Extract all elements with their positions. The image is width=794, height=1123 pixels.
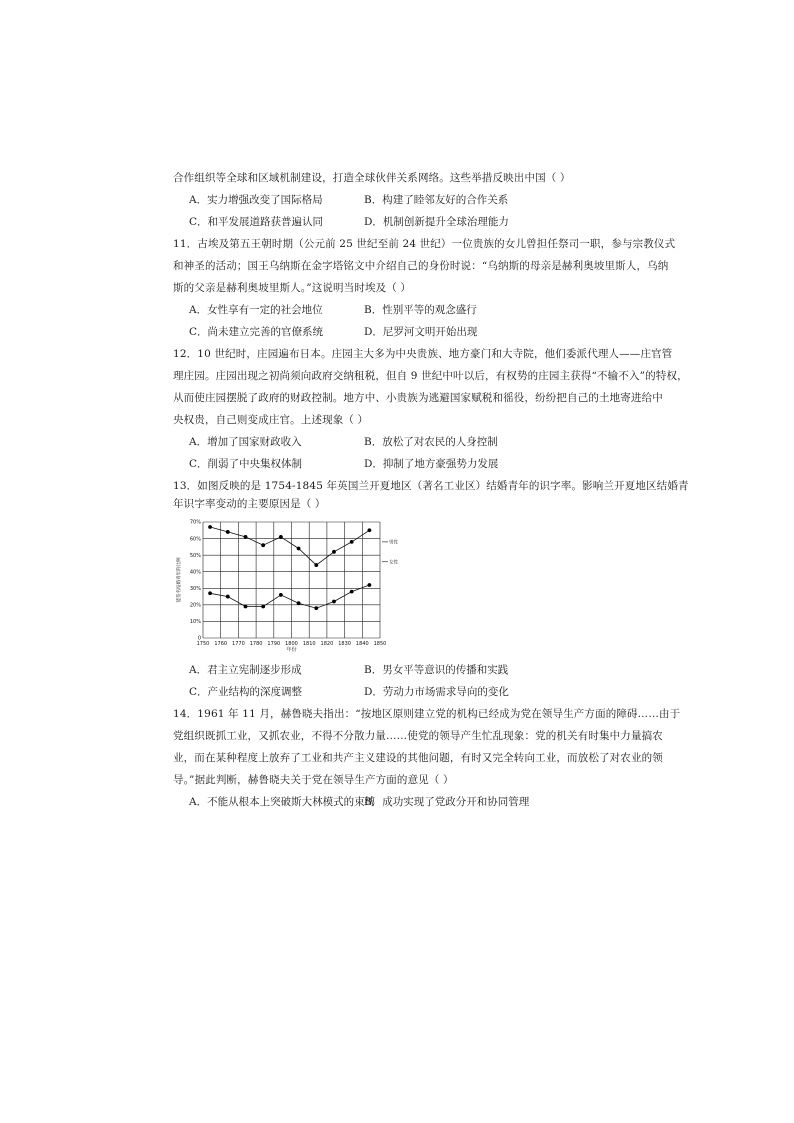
q12-stem-line-1: 12．10 世纪时，庄园遍布日本。庄园主大多为中央贵族、地方豪门和大寺院，他们委派代理人——庄官管 (173, 348, 673, 360)
legend-label: 男性 (389, 540, 398, 546)
y-tick-label: 10% (189, 619, 201, 626)
y-tick-label: 0 (197, 635, 201, 642)
q11-option-d[interactable]: D．尼罗河文明开始出现 (364, 326, 478, 338)
q13-stem-line-1: 13．如图反映的是 1754-1845 年英国兰开夏地区（著名工业区）结婚青年的识字率。影响兰开夏地区结婚青 (173, 480, 689, 492)
data-point (226, 530, 230, 534)
data-point (314, 606, 318, 610)
data-point (367, 583, 371, 587)
x-tick-label: 1840 (355, 641, 369, 647)
y-tick-label: 30% (189, 585, 201, 592)
q14-stem-line-2: 党组织既抓工业，又抓农业，不得不分散力量……使党的领导产生忙乱现象：党的机关有时集中力量搞农 (173, 730, 663, 742)
q13-option-c[interactable]: C．产业结构的深度调整 (189, 686, 303, 698)
x-tick-label: 1780 (249, 641, 263, 647)
data-point (367, 528, 371, 532)
data-point (279, 535, 283, 539)
q12-option-a[interactable]: A．增加了国家财政收入 (189, 436, 302, 448)
q13-option-b[interactable]: B．男女平等意识的传播和实践 (364, 664, 509, 676)
y-tick-label: 20% (189, 602, 201, 609)
q14-stem-line-1: 14．1961 年 11 月，赫鲁晓夫指出：“按地区原则建立党的机构已经成为党在领导生产方面的障碍……由于 (173, 708, 681, 720)
x-tick-label: 1810 (302, 641, 316, 647)
q14-option-b[interactable]: B．成功实现了党政分开和协同管理 (364, 796, 530, 808)
q11-option-a[interactable]: A．女性享有一定的社会地位 (189, 304, 323, 316)
q10-option-d[interactable]: D．机制创新提升全球治理能力 (364, 216, 509, 228)
data-point (350, 590, 354, 594)
q12-stem-line-2: 理庄园。庄园出现之初尚须向政府交纳租税，但自 9 世纪中叶以后，有权势的庄园主获得“不输不入”的特权， (173, 370, 688, 382)
data-point (350, 540, 354, 544)
q11-stem-line-3: 斯的父亲是赫利奥坡里斯人。”这说明当时埃及（ ） (173, 282, 412, 294)
data-point (261, 543, 265, 547)
data-point (208, 591, 212, 595)
x-tick-label: 1850 (373, 641, 387, 647)
y-tick-label: 50% (189, 552, 201, 559)
x-tick-label: 1820 (320, 641, 334, 647)
q13-stem-line-2: 年识字率变动的主要原因是（ ） (173, 498, 326, 510)
x-tick-label: 1760 (214, 641, 228, 647)
series-line-male (210, 527, 369, 565)
y-axis-label: 能签名结婚青年的比例 (177, 557, 182, 603)
data-point (297, 547, 301, 551)
y-tick-label: 70% (189, 519, 201, 526)
data-point (332, 600, 336, 604)
data-point (297, 601, 301, 605)
legend-label: 女性 (389, 560, 398, 566)
q13-option-a[interactable]: A．君主立宪制逐步形成 (189, 664, 302, 676)
x-tick-label: 1770 (232, 641, 245, 647)
literacy-line-chart (170, 516, 400, 656)
q12-option-c[interactable]: C．削弱了中央集权体制 (189, 458, 303, 470)
data-point (244, 605, 248, 609)
q14-stem-line-4: 导。”据此判断，赫鲁晓夫关于党在领导生产方面的意见（ ） (173, 774, 454, 786)
chart-grid (203, 522, 380, 638)
q10-option-a[interactable]: A．实力增强改变了国际格局 (189, 194, 323, 206)
q12-option-b[interactable]: B．放松了对农民的人身控制 (364, 436, 498, 448)
y-tick-label: 60% (189, 536, 201, 543)
q10-option-b[interactable]: B．构建了睦邻友好的合作关系 (364, 194, 509, 206)
q13-option-d[interactable]: D．劳动力市场需求导向的变化 (364, 686, 509, 698)
x-tick-label: 1750 (196, 641, 210, 647)
chart-series (208, 525, 371, 610)
data-point (208, 525, 212, 529)
q11-option-c[interactable]: C．尚未建立完善的官僚系统 (189, 326, 324, 338)
data-point (279, 593, 283, 597)
y-tick-label: 40% (189, 569, 201, 576)
q12-option-d[interactable]: D．抑制了地方豪强势力发展 (364, 458, 499, 470)
data-point (261, 605, 265, 609)
data-point (244, 535, 248, 539)
x-tick-label: 1830 (338, 641, 351, 647)
x-tick-label: 1790 (267, 641, 281, 647)
q10-stem: 合作组织等全球和区域机制建设，打造全球伙伴关系网络。这些举措反映出中国（ ） (173, 172, 571, 184)
q11-option-b[interactable]: B．性别平等的观念盛行 (364, 304, 477, 316)
chart-legend (382, 538, 398, 565)
x-tick-label: 1800 (285, 641, 298, 647)
q14-stem-line-3: 业，而在某种程度上放弃了工业和共产主义建设的其他问题，有时又完全转向工业，而放松了对农业的领 (173, 752, 663, 764)
q11-stem-line-2: 和神圣的活动；国王乌纳斯在金字塔铭文中介绍自己的身份时说：“乌纳斯的母亲是赫利奥坡里斯人，乌纳 (173, 260, 669, 272)
q12-stem-line-4: 央权贵，自己则变成庄官。上述现象（ ） (173, 414, 369, 426)
x-axis-label: 年份 (286, 647, 297, 653)
data-point (226, 595, 230, 599)
data-point (332, 550, 336, 554)
q10-option-c[interactable]: C．和平发展道路获普遍认同 (189, 216, 324, 228)
data-point (314, 563, 318, 567)
q14-option-a[interactable]: A．不能从根本上突破斯大林模式的束缚 (189, 796, 376, 808)
q11-stem-line-1: 11．古埃及第五王朝时期（公元前 25 世纪至前 24 世纪）一位贵族的女儿曾担任祭司一职，参与宗教仪式 (173, 238, 676, 250)
q12-stem-line-3: 从而使庄园摆脱了政府的财政控制。地方中、小贵族为逃避国家赋税和徭役，纷纷把自己的土地寄进给中 (173, 392, 663, 404)
